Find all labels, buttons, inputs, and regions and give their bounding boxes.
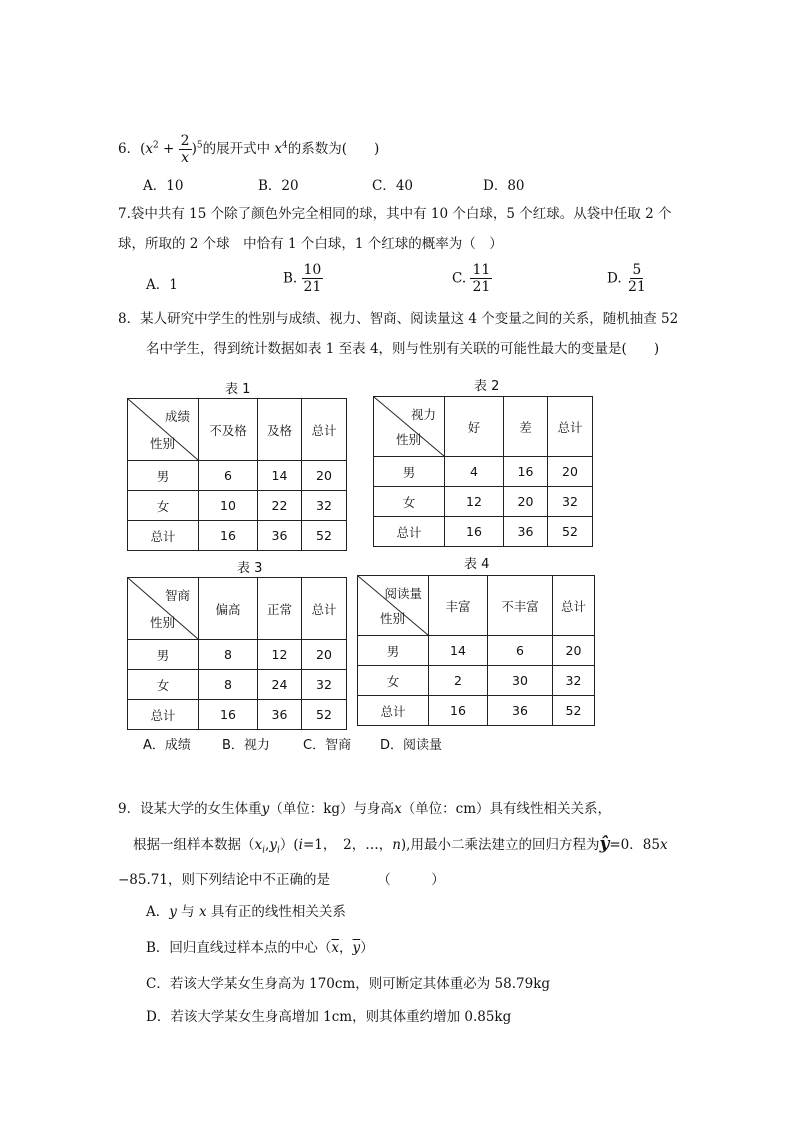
q8-line-1: 8．某人研究中学生的性别与成绩、视力、智商、阅读量这 4 个变量之间的关系，随机抽查 52 bbox=[118, 311, 679, 327]
table-4-header: 总计 bbox=[553, 576, 595, 636]
table-3-corner-top: 智商 bbox=[164, 588, 190, 603]
table-1-header: 总计 bbox=[302, 399, 347, 461]
table-cell: 36 bbox=[488, 696, 553, 726]
q9-text: =1， 2，…， bbox=[302, 837, 393, 853]
table-cell: 52 bbox=[553, 696, 595, 726]
table-cell: 52 bbox=[302, 700, 347, 730]
table-row bbox=[128, 670, 347, 700]
q9-text: ）( bbox=[279, 837, 299, 853]
row-label: 男 bbox=[128, 461, 199, 491]
row-label: 女 bbox=[128, 670, 199, 700]
table-4-corner bbox=[358, 576, 429, 636]
table-cell: 20 bbox=[504, 487, 548, 517]
table-1-header: 及格 bbox=[258, 399, 302, 461]
q7-option-b-label: B. bbox=[283, 270, 298, 287]
table-cell: 16 bbox=[199, 700, 258, 730]
q9-text: （单位：cm）具有线性相关关系， bbox=[401, 801, 612, 817]
table-2-corner-top: 视力 bbox=[410, 407, 436, 422]
table-cell: 4 bbox=[445, 457, 504, 487]
q7-option-b-num: 10 bbox=[303, 262, 322, 278]
q9-line-2 bbox=[133, 834, 668, 861]
table-3-corner-bottom: 性别 bbox=[150, 615, 176, 630]
table-2-header: 总计 bbox=[548, 397, 593, 457]
table-row bbox=[374, 487, 593, 517]
table-row bbox=[374, 457, 593, 487]
q7-option-c-fraction bbox=[470, 262, 492, 295]
table-1-corner-top: 成绩 bbox=[164, 409, 190, 424]
row-label: 总计 bbox=[128, 700, 199, 730]
table-2-corner bbox=[374, 397, 445, 457]
q9-x-bar: $\overline{x}$ bbox=[331, 940, 340, 956]
q7-option-b bbox=[283, 262, 323, 295]
q9-option-c: C．若该大学某女生身高为 170cm，则可断定其体重必为 58.79kg bbox=[146, 976, 551, 992]
q6-option-a: A．10 bbox=[143, 178, 184, 194]
q6-plus: + bbox=[158, 141, 179, 157]
q9-option-b bbox=[146, 938, 374, 958]
table-1-header: 不及格 bbox=[199, 399, 258, 461]
table-cell: 36 bbox=[258, 521, 302, 551]
table-3-header-row bbox=[128, 578, 347, 640]
table-row bbox=[128, 640, 347, 670]
table-row bbox=[128, 521, 347, 551]
q9-var-i: i bbox=[298, 837, 303, 853]
table-3-header: 偏高 bbox=[199, 578, 258, 640]
table-cell: 6 bbox=[488, 636, 553, 666]
q9-var-x: x bbox=[198, 904, 207, 920]
table-row bbox=[358, 636, 595, 666]
q8-option-c: C．智商 bbox=[303, 738, 352, 753]
table-4-corner-top: 阅读量 bbox=[384, 586, 422, 601]
table-row bbox=[128, 700, 347, 730]
q7-option-c bbox=[452, 262, 492, 295]
q6-number: 6． bbox=[118, 141, 141, 157]
q9-text: 根据一组样本数据（ bbox=[133, 837, 255, 853]
table-3-corner bbox=[128, 578, 199, 640]
table-1-caption: 表 1 bbox=[225, 382, 251, 397]
q9-text: ） bbox=[360, 940, 374, 956]
q8-option-d: D．阅读量 bbox=[380, 738, 443, 753]
table-cell: 16 bbox=[445, 517, 504, 547]
q9-var-y: y bbox=[169, 904, 177, 920]
table-2-header-row bbox=[374, 397, 593, 457]
q7-line-1: 7.袋中共有 15 个除了颜色外完全相同的球，其中有 10 个白球，5 个红球。从袋中任取 2 个 bbox=[118, 206, 672, 222]
q7-option-c-den: 21 bbox=[472, 279, 491, 295]
q6-paren-open: ( bbox=[140, 141, 146, 157]
q9-line-1 bbox=[118, 799, 611, 819]
q6-paren-close: ) bbox=[191, 141, 197, 157]
table-1-corner-bottom: 性别 bbox=[150, 436, 176, 451]
table-cell: 2 bbox=[429, 666, 488, 696]
table-cell: 32 bbox=[553, 666, 595, 696]
table-cell: 32 bbox=[548, 487, 593, 517]
q9-text: ),用最小二乘法建立的回归方程为 bbox=[400, 837, 600, 853]
q6-option-c: C．40 bbox=[372, 178, 414, 194]
q9-subscript-i: i bbox=[262, 845, 266, 856]
row-label: 总计 bbox=[128, 521, 199, 551]
row-label: 男 bbox=[358, 636, 429, 666]
q9-var-x: x bbox=[394, 801, 402, 817]
q6-var-x4: x bbox=[274, 141, 282, 157]
q9-var-x: x bbox=[659, 837, 668, 853]
q9-text: =0．85 bbox=[609, 837, 660, 853]
q7-option-c-label: C. bbox=[452, 270, 467, 287]
q8-line-2: 名中学生，得到统计数据如表 1 至表 4，则与性别有关联的可能性最大的变量是( ) bbox=[146, 341, 660, 357]
table-cell: 12 bbox=[445, 487, 504, 517]
q6-var-x: x bbox=[145, 141, 153, 157]
q9-text: 9．设某大学的女生体重 bbox=[118, 801, 262, 817]
table-cell: 20 bbox=[302, 461, 347, 491]
table-cell: 14 bbox=[429, 636, 488, 666]
q6-text-2: 的系数为( ) bbox=[287, 141, 380, 157]
q9-var-n: n bbox=[392, 837, 401, 853]
q6-fraction bbox=[179, 133, 192, 166]
q9-line-3: −85.71，则下列结论中不正确的是 （ ） bbox=[118, 872, 445, 888]
q9-option-a bbox=[146, 902, 346, 922]
table-2-header: 差 bbox=[504, 397, 548, 457]
row-label: 女 bbox=[374, 487, 445, 517]
q7-option-d-den: 21 bbox=[627, 279, 646, 295]
table-4-header: 丰富 bbox=[429, 576, 488, 636]
table-cell: 12 bbox=[258, 640, 302, 670]
table-row bbox=[374, 517, 593, 547]
q9-comma: , bbox=[265, 837, 270, 853]
table-3-caption: 表 3 bbox=[237, 561, 263, 576]
q9-y-bar: $\overline{y}$ bbox=[352, 940, 361, 956]
table-4-header: 不丰富 bbox=[488, 576, 553, 636]
table-cell: 36 bbox=[258, 700, 302, 730]
table-cell: 36 bbox=[504, 517, 548, 547]
q9-option-b-text: B．回归直线过样本点的中心（ bbox=[146, 940, 332, 956]
table-1-corner bbox=[128, 399, 199, 461]
q8-option-a: A．成绩 bbox=[143, 738, 191, 753]
table-cell: 16 bbox=[504, 457, 548, 487]
table-cell: 14 bbox=[258, 461, 302, 491]
q9-var-y: y bbox=[261, 801, 270, 817]
table-cell: 8 bbox=[199, 670, 258, 700]
q7-option-b-fraction bbox=[302, 262, 324, 295]
table-cell: 30 bbox=[488, 666, 553, 696]
table-2 bbox=[373, 396, 593, 547]
table-3 bbox=[127, 577, 347, 730]
q7-option-c-num: 11 bbox=[472, 262, 491, 278]
q7-option-a: A．1 bbox=[146, 277, 178, 293]
table-1 bbox=[127, 398, 347, 551]
row-label: 总计 bbox=[374, 517, 445, 547]
row-label: 总计 bbox=[358, 696, 429, 726]
table-cell: 6 bbox=[199, 461, 258, 491]
table-cell: 10 bbox=[199, 491, 258, 521]
table-cell: 8 bbox=[199, 640, 258, 670]
table-3-header: 总计 bbox=[302, 578, 347, 640]
table-4 bbox=[357, 575, 595, 726]
table-cell: 20 bbox=[302, 640, 347, 670]
table-2-header: 好 bbox=[445, 397, 504, 457]
q9-text: （单位：kg）与身高 bbox=[269, 801, 395, 817]
table-row bbox=[128, 491, 347, 521]
table-cell: 22 bbox=[258, 491, 302, 521]
q7-option-d-fraction bbox=[626, 262, 648, 295]
table-row bbox=[358, 666, 595, 696]
q9-text: 具有正的线性相关关系 bbox=[206, 904, 346, 920]
q6-option-d: D．80 bbox=[483, 178, 525, 194]
table-cell: 16 bbox=[429, 696, 488, 726]
table-2-caption: 表 2 bbox=[474, 379, 500, 394]
q9-subscript-i: i bbox=[276, 845, 280, 856]
q9-option-a-label: A． bbox=[146, 904, 170, 920]
q7-option-d-label: D. bbox=[607, 270, 622, 287]
q6-exponent-4: 4 bbox=[282, 140, 288, 151]
table-2-corner-bottom: 性别 bbox=[396, 432, 422, 447]
question-6 bbox=[118, 133, 379, 166]
table-4-corner-bottom: 性别 bbox=[380, 611, 406, 626]
q9-comma: ， bbox=[339, 940, 353, 956]
table-4-header-row bbox=[358, 576, 595, 636]
q9-var-xi: x bbox=[254, 837, 263, 853]
row-label: 女 bbox=[128, 491, 199, 521]
q9-yhat: ŷ bbox=[599, 834, 610, 854]
table-cell: 24 bbox=[258, 670, 302, 700]
table-3-header: 正常 bbox=[258, 578, 302, 640]
table-4-caption: 表 4 bbox=[464, 557, 490, 572]
table-cell: 52 bbox=[302, 521, 347, 551]
table-1-header-row bbox=[128, 399, 347, 461]
row-label: 男 bbox=[374, 457, 445, 487]
q9-option-d: D．若该大学某女生身高增加 1cm，则其体重约增加 0.85kg bbox=[146, 1009, 512, 1025]
q6-text-1: 的展开式中 bbox=[202, 141, 271, 157]
table-cell: 20 bbox=[553, 636, 595, 666]
table-cell: 52 bbox=[548, 517, 593, 547]
table-cell: 32 bbox=[302, 670, 347, 700]
q7-line-2: 球，所取的 2 个球 中恰有 1 个白球，1 个红球的概率为（ ） bbox=[118, 236, 503, 252]
table-cell: 20 bbox=[548, 457, 593, 487]
q6-frac-den: x bbox=[181, 150, 190, 166]
row-label: 女 bbox=[358, 666, 429, 696]
q6-exponent-2: 2 bbox=[153, 140, 159, 151]
table-cell: 32 bbox=[302, 491, 347, 521]
q6-option-b: B．20 bbox=[258, 178, 299, 194]
q9-var-yi: y bbox=[269, 837, 277, 853]
q8-option-b: B．视力 bbox=[222, 738, 270, 753]
q7-option-d-num: 5 bbox=[632, 262, 642, 278]
row-label: 男 bbox=[128, 640, 199, 670]
q6-frac-num: 2 bbox=[180, 133, 190, 149]
q7-option-b-den: 21 bbox=[303, 279, 322, 295]
table-row bbox=[128, 461, 347, 491]
q6-exponent-5: 5 bbox=[196, 140, 203, 151]
q7-option-d bbox=[607, 262, 648, 295]
table-row bbox=[358, 696, 595, 726]
table-cell: 16 bbox=[199, 521, 258, 551]
q9-text: 与 bbox=[176, 904, 199, 920]
